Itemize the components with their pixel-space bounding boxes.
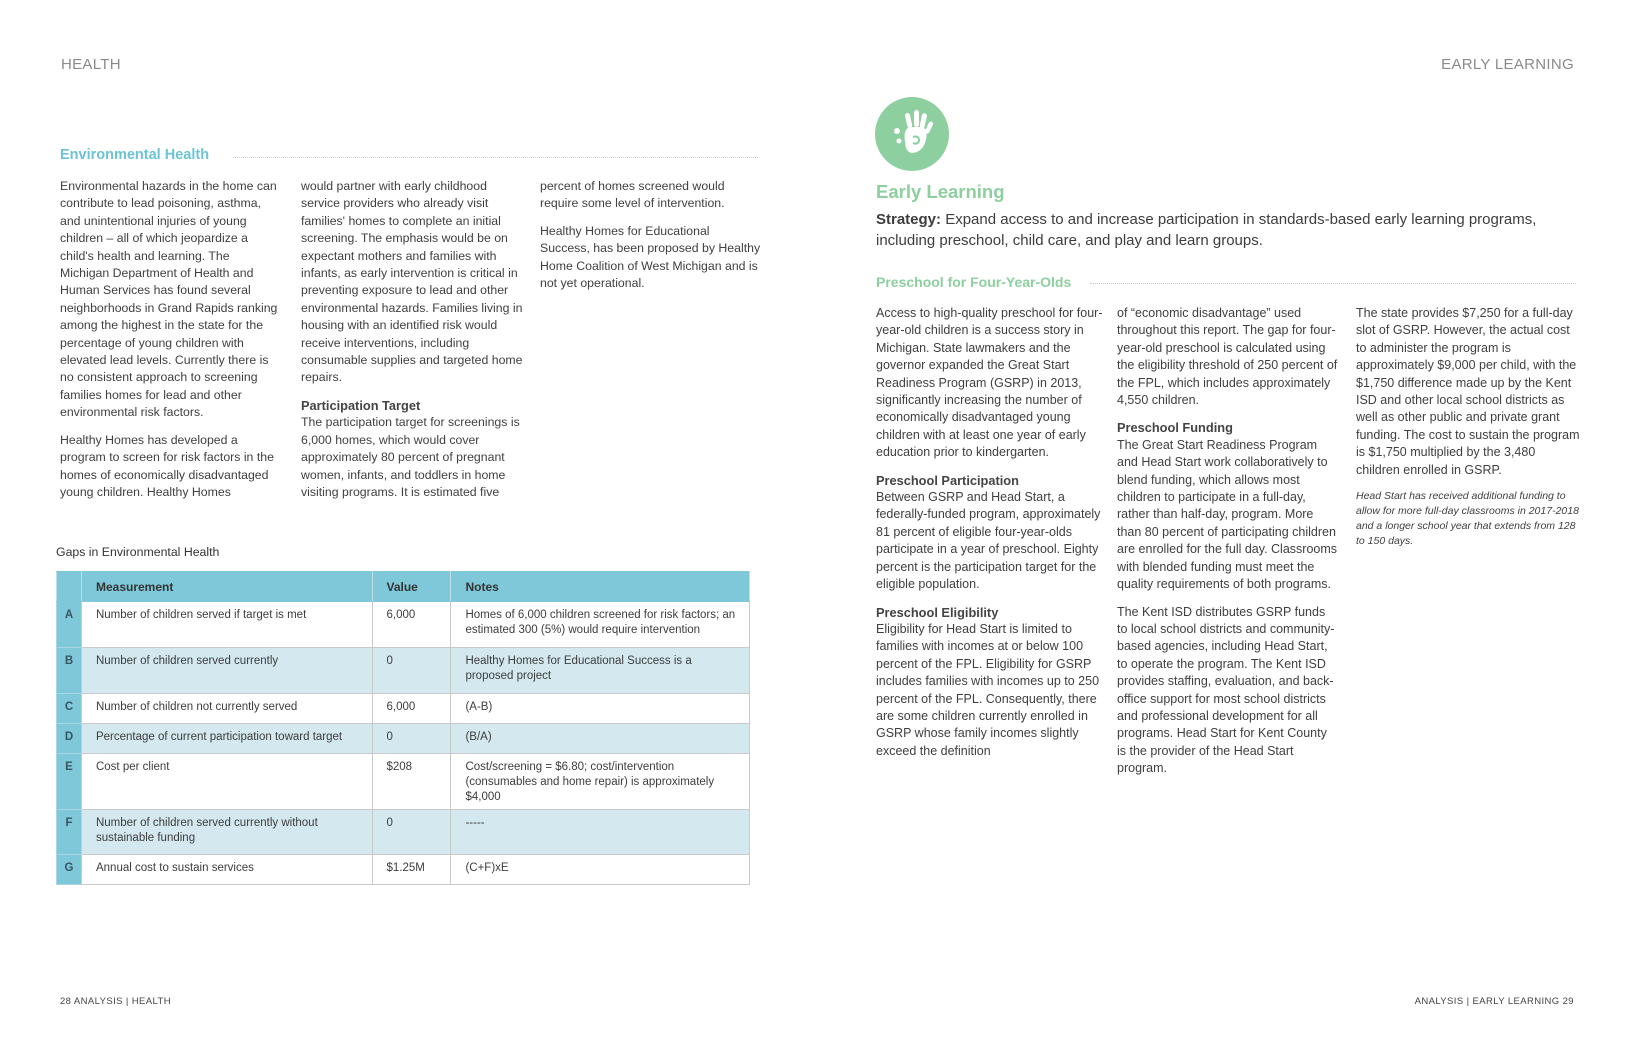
cell-value: $208 [372, 754, 451, 810]
cell-measurement: Number of children not currently served [81, 694, 372, 724]
cell-notes: Healthy Homes for Educational Success is a proposed project [451, 648, 750, 694]
paragraph: The Great Start Readiness Program and Head Start work collaboratively to blend funding, which allows most children to participate in a full-day, rather than half-day, program. More than 80 percent of participating children are enrolled for the full day. Classrooms with blended funding must meet the quality requirements of both programs. [1117, 437, 1338, 592]
paragraph: would partner with early childhood service providers who already visit families' homes to complete an initial screening. The emphasis would be on expectant mothers and families with infants, as early intervention is critical in preventing exposure to lead and other environmental hazards. Families living in housing with an identified risk would receive interventions, including consumable supplies and targeted home repairs. [301, 179, 523, 385]
cell-notes: Homes of 6,000 children screened for risk factors; an estimated 300 (5%) would require intervention [451, 602, 750, 648]
text-column-3 [1356, 305, 1581, 559]
cell-value: 0 [372, 648, 451, 694]
subheading-preschool-participation: Preschool Participation [876, 472, 1019, 488]
table-row [57, 724, 750, 754]
table-row [57, 694, 750, 724]
paragraph: of “economic disadvantage” used throughout this report. The gap for four-year-old preschool is calculated using the eligibility threshold of 250 percent of the FPL, which includes approximately 4,550 children. [1117, 306, 1338, 408]
paragraph: percent of homes screened would require some level of intervention. [540, 179, 725, 211]
section-title-preschool: Preschool for Four-Year-Olds [876, 274, 1072, 290]
subheading-preschool-eligibility: Preschool Eligibility [876, 604, 999, 620]
running-head-left: HEALTH [61, 56, 121, 73]
gaps-table [56, 571, 750, 885]
paragraph: Between GSRP and Head Start, a federally-funded program, approximately 81 percent of eligible four-year-olds participate in a year of preschool. Eighty percent is the participation target for the eligible population. [876, 490, 1101, 592]
text-column-2 [1117, 305, 1339, 788]
subheading-preschool-funding: Preschool Funding [1117, 420, 1233, 436]
cell-notes: (B/A) [451, 724, 750, 754]
paragraph: The participation target for screenings is 6,000 homes, which would cover approximately 80 percent of pregnant women, infants, and toddlers in home visiting programs. It is estimated five [301, 415, 520, 499]
cell-measurement: Number of children served currently [81, 648, 372, 694]
hand-print-icon [875, 97, 949, 171]
row-letter: C [57, 694, 82, 724]
paragraph: The Kent ISD distributes GSRP funds to local school districts and community-based agencies, including Head Start, to operate the program. The Kent ISD provides staffing, evaluation, and back-office support for most school districts and professional development for all programs. Head Start for Kent County is the provider of the Head Start program. [1117, 604, 1335, 776]
strategy-label: Strategy: [876, 211, 942, 228]
running-head-right: EARLY LEARNING [1441, 56, 1574, 73]
paragraph: The state provides $7,250 for a full-day slot of GSRP. However, the actual cost to administer the program is approximately $9,000 per child, with the $1,750 difference made up by the Kent ISD and other local school districts as well as other public and private grant funding. The cost to sustain the program is $1,750 multiplied by the 3,480 children enrolled in GSRP. [1356, 306, 1580, 477]
section-divider [1090, 283, 1576, 284]
cell-measurement: Percentage of current participation toward target [81, 724, 372, 754]
page-title-early-learning: Early Learning [876, 181, 1005, 202]
table-row [57, 754, 750, 810]
table-row [57, 810, 750, 855]
footer-right: ANALYSIS | EARLY LEARNING 29 [1414, 996, 1574, 1007]
section-title-environmental-health: Environmental Health [60, 147, 210, 163]
table-caption: Gaps in Environmental Health [56, 545, 220, 559]
cell-notes: (A-B) [451, 694, 750, 724]
paragraph: Environmental hazards in the home can contribute to lead poisoning, asthma, and unintentional injuries of young children – all of which jeopardize a child's health and learning. The Michigan Department of Health and Human Services has found several neighborhoods in Grand Rapids ranking among the highest in the state for the percentage of young children with elevated lead levels. Currently there is no consistent approach to screening families homes for lead and other environmental risk factors. [60, 179, 278, 420]
row-letter: F [57, 810, 82, 855]
section-divider [233, 157, 758, 158]
row-letter: B [57, 648, 82, 694]
table-row [57, 648, 750, 694]
cell-value: $1.25M [372, 855, 451, 885]
header-measurement: Measurement [81, 572, 372, 602]
text-column-3 [540, 178, 762, 302]
cell-value: 6,000 [372, 694, 451, 724]
text-column-1 [60, 178, 280, 511]
cell-value: 0 [372, 724, 451, 754]
cell-measurement: Cost per client [81, 754, 372, 810]
table-header-row [57, 572, 750, 602]
cell-measurement: Number of children served currently without sustainable funding [81, 810, 372, 855]
text-column-1 [876, 305, 1104, 770]
row-letter: A [57, 602, 82, 648]
cell-value: 6,000 [372, 602, 451, 648]
row-letter: G [57, 855, 82, 885]
row-letter: E [57, 754, 82, 810]
cell-value: 0 [372, 810, 451, 855]
table-row [57, 602, 750, 648]
cell-measurement: Annual cost to sustain services [81, 855, 372, 885]
footer-left: 28 ANALYSIS | HEALTH [60, 996, 171, 1007]
text-column-2 [301, 178, 523, 511]
row-letter: D [57, 724, 82, 754]
table-row [57, 855, 750, 885]
cell-measurement: Number of children served if target is met [81, 602, 372, 648]
cell-notes: Cost/screening = $6.80; cost/intervention (consumables and home repair) is approximately $4,000 [451, 754, 750, 810]
paragraph: Healthy Homes for Educational Success, has been proposed by Healthy Home Coalition of West Michigan and is not yet operational. [540, 223, 761, 291]
italic-note: Head Start has received additional funding to allow for more full-day classrooms in 2017-2018 and a longer school year that extends from 128 to 150 days. [1356, 490, 1579, 548]
header-letter [57, 572, 82, 602]
header-notes: Notes [451, 572, 750, 602]
paragraph: Eligibility for Head Start is limited to families with incomes at or below 100 percent of the FPL. Eligibility for GSRP includes families with incomes up to 250 percent of the FPL. Consequently, there are some children currently enrolled in GSRP whose family incomes slightly exceed the definition [876, 621, 1100, 758]
paragraph: Healthy Homes has developed a program to screen for risk factors in the homes of economically disadvantaged young children. Healthy Homes [60, 432, 274, 499]
subheading-participation-target: Participation Target [301, 397, 421, 413]
paragraph: Access to high-quality preschool for four-year-old children is a success story in Michigan. State lawmakers and the governor expanded the Great Start Readiness Program (GSRP) in 2013, significantly increasing the number of economically disadvantaged young children with at least one year of early education prior to kindergarten. [876, 306, 1103, 460]
strategy-statement [876, 209, 1576, 251]
cell-notes: (C+F)xE [451, 855, 750, 885]
cell-notes: ----- [451, 810, 750, 855]
header-value: Value [372, 572, 451, 602]
strategy-text: Expand access to and increase participation in standards-based early learning programs, including preschool, child care, and play and learn groups. [876, 211, 1537, 249]
